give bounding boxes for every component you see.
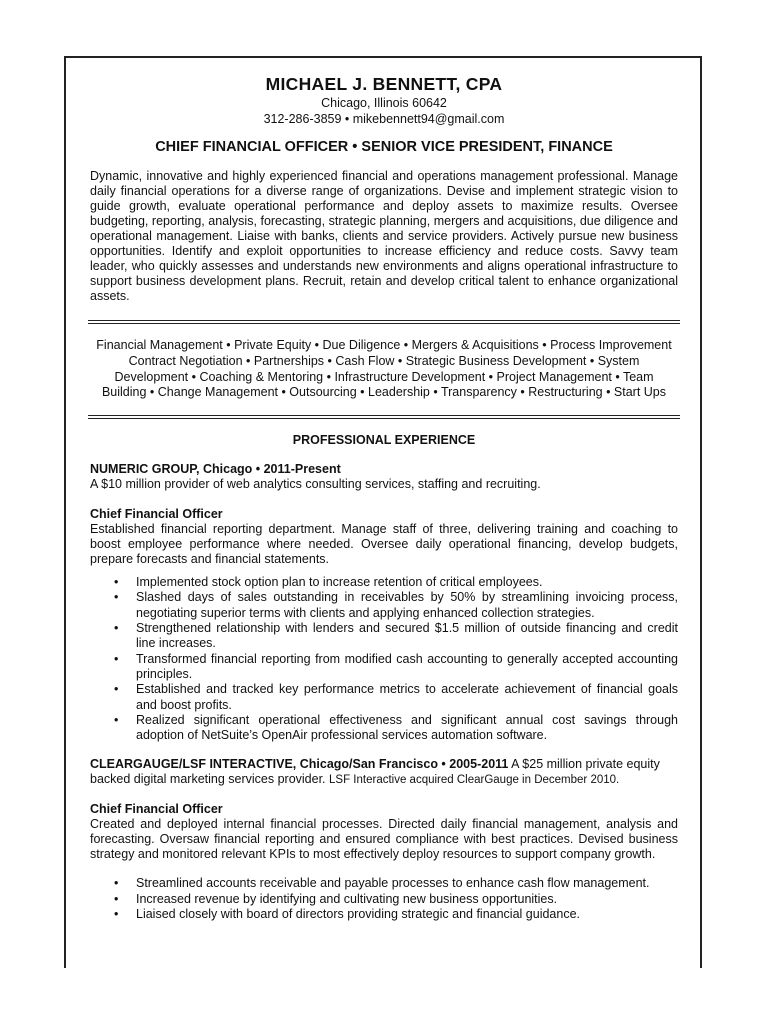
- divider: [88, 415, 680, 419]
- list-item: • Liaised closely with board of directors providing strategic and financial guidance.: [136, 907, 678, 922]
- resume-content: [90, 74, 678, 922]
- section-title-experience: PROFESSIONAL EXPERIENCE: [292, 433, 476, 448]
- job-company: NUMERIC GROUP, Chicago • 2011-Present: [90, 462, 341, 477]
- skills-list: Financial Management • Private Equity • Due Diligence • Mergers & Acquisitions • Process Improvement Contract Negotiation • Partnerships • Cash Flow • Strategic Business Development • System Development • Coaching & Mentoring • Infrastructure Development • Project Management • Team Building • Change Management • Outsourcing • Leadership • Transparency • Restructuring • Start Ups: [96, 338, 672, 400]
- contact-line: 312-286-3859 • mikebennett94@gmail.com: [263, 112, 505, 126]
- summary-paragraph: Dynamic, innovative and highly experienced financial and operations management professional. Manage daily financial operations for a diverse range of organizations. Devise and implement strategic vision to guide growth, evaluate operational performance and deploy assets to maximize results. Oversee budgeting, reporting, analysis, forecasting, strategic planning, mergers and acquisitions, due diligence and operational management. Liaise with banks, clients and service providers. Actively pursue new business opportunities. Identify and exploit opportunities to increase efficiency and reduce costs. Savvy team leader, who quickly assesses and understands new environments and aligns operational infrastructure to support business development plans. Recruit, retain and develop critical talent to enhance organizational assets.: [90, 169, 678, 303]
- job-role: Chief Financial Officer: [90, 802, 223, 817]
- list-item: • Transformed financial reporting from modified cash accounting to generally accepted accounting principles.: [136, 652, 678, 683]
- job-company-desc: A $10 million provider of web analytics consulting services, staffing and recruiting.: [90, 477, 541, 492]
- list-item: • Streamlined accounts receivable and payable processes to enhance cash flow management.: [136, 876, 678, 891]
- list-item: • Implemented stock option plan to increase retention of critical employees.: [136, 575, 678, 590]
- job-role: Chief Financial Officer: [90, 507, 223, 522]
- job-bullets: [90, 876, 678, 922]
- resume-page: [64, 56, 702, 968]
- job-description: Established financial reporting department. Manage staff of three, delivering training and coaching to boost employee performance where needed. Oversee daily operational financing, develop budgets, prepare forecasts and financial statements.: [90, 522, 678, 567]
- headline: CHIEF FINANCIAL OFFICER • SENIOR VICE PRESIDENT, FINANCE: [155, 139, 613, 155]
- job-bullets: [90, 575, 678, 743]
- list-item: • Increased revenue by identifying and cultivating new business opportunities.: [136, 892, 678, 907]
- list-item: • Realized significant operational effectiveness and significant annual cost savings through adoption of NetSuite’s OpenAir professional services automation software.: [136, 713, 678, 744]
- job-entry: [90, 462, 678, 743]
- candidate-name: MICHAEL J. BENNETT, CPA: [265, 74, 503, 94]
- list-item: • Established and tracked key performance metrics to accelerate achievement of financial goals and boost profits.: [136, 682, 678, 713]
- job-entry: [90, 757, 678, 922]
- job-company: CLEARGAUGE/LSF INTERACTIVE, Chicago/San Francisco • 2005-2011 A $25 million private equity backed digital marketing services provider. LSF Interactive acquired ClearGauge in December 2010.: [90, 757, 660, 787]
- divider: [88, 320, 680, 324]
- location: Chicago, Illinois 60642: [321, 96, 447, 110]
- job-description: Created and deployed internal financial processes. Directed daily financial management, analysis and forecasting. Oversaw financial reporting and ensured compliance with best practices. Devised business strategy and monitored relevant KPIs to most effectively deploy resources to support company growth.: [90, 817, 678, 862]
- list-item: • Slashed days of sales outstanding in receivables by 50% by streamlining invoicing process, negotiating superior terms with clients and applying enhanced collection strategies.: [136, 590, 678, 621]
- list-item: • Strengthened relationship with lenders and secured $1.5 million of outside financing and credit line increases.: [136, 621, 678, 652]
